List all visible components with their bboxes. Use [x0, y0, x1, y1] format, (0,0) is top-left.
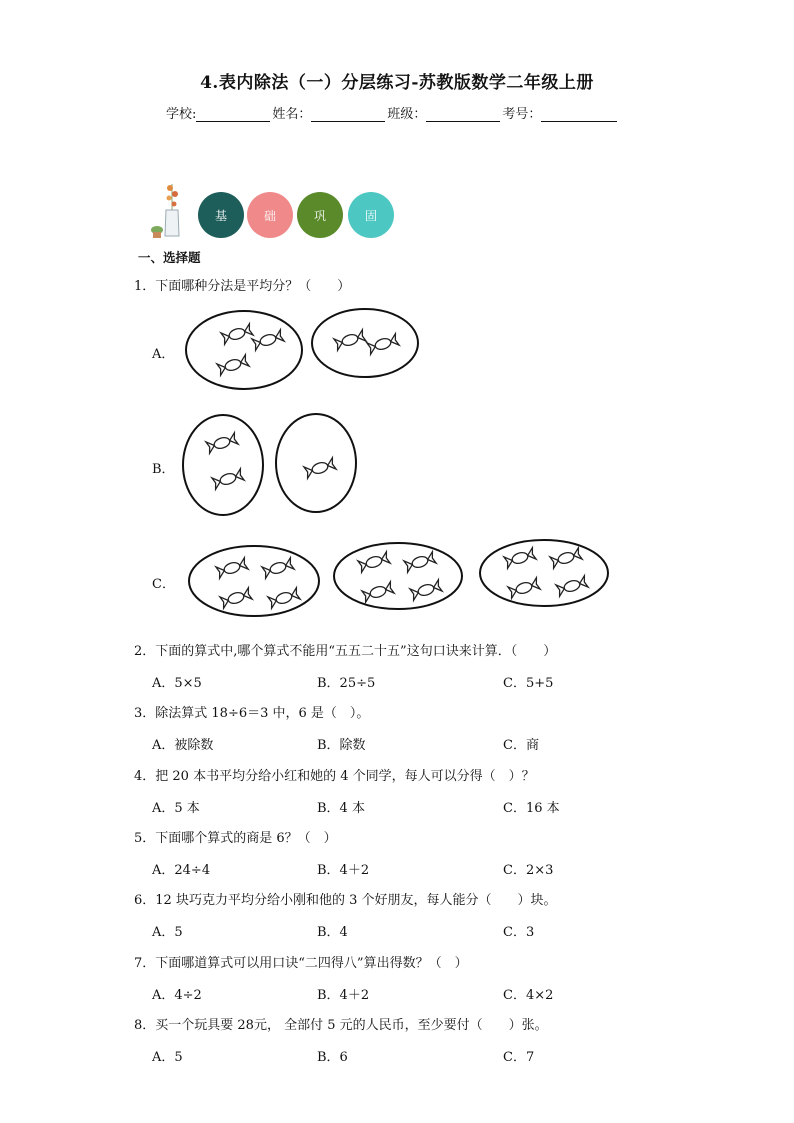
- question-6-option-c[interactable]: C．3: [503, 925, 535, 940]
- badge-chu: 础: [247, 192, 293, 238]
- question-1-option-a-label[interactable]: A．: [152, 347, 175, 362]
- question-8-option-c[interactable]: C．7: [503, 1050, 535, 1065]
- candy-icon: [362, 582, 394, 603]
- option-c-figure[interactable]: [188, 540, 612, 618]
- page-title: 4.表内除法（一）分层练习-苏教版数学二年级上册: [200, 73, 594, 93]
- exam-number-blank[interactable]: [541, 107, 617, 122]
- question-2-option-c[interactable]: C．5+5: [503, 676, 554, 691]
- question-7-stem: 7．下面哪道算式可以用口诀“二四得八”算出得数？（ ）: [134, 956, 468, 971]
- candy-icon: [334, 330, 366, 351]
- candy-icon: [508, 578, 540, 599]
- question-7-option-c[interactable]: C．4×2: [503, 988, 554, 1003]
- question-3-option-a[interactable]: A．被除数: [152, 738, 214, 753]
- candy-icon: [550, 548, 582, 569]
- name-label: 姓名：: [272, 107, 312, 122]
- candy-icon: [216, 558, 248, 579]
- exam-number-label: 考号：: [502, 107, 542, 122]
- candy-icon: [221, 324, 253, 345]
- question-5-option-c[interactable]: C．2×3: [503, 863, 554, 878]
- option-b-figure[interactable]: [182, 413, 360, 517]
- candy-icon: [252, 330, 284, 351]
- candy-icon: [358, 552, 390, 573]
- question-8-option-b[interactable]: B．6: [317, 1050, 348, 1065]
- name-blank[interactable]: [311, 107, 385, 122]
- question-1-option-c-label[interactable]: C．: [152, 577, 175, 592]
- question-2-option-a[interactable]: A．5×5: [152, 676, 202, 691]
- question-6-stem: 6．12 块巧克力平均分给小刚和他的 3 个好朋友，每人能分（ ）块。: [134, 893, 557, 908]
- question-1-stem: 1．下面哪种分法是平均分？（ ）: [134, 279, 351, 294]
- candy-icon: [212, 469, 244, 490]
- question-7-option-b[interactable]: B．4＋2: [317, 988, 370, 1003]
- question-8-option-a[interactable]: A．5: [152, 1050, 183, 1065]
- candy-icon: [504, 548, 536, 569]
- question-3-option-c[interactable]: C．商: [503, 738, 539, 753]
- candy-icon: [556, 576, 588, 597]
- question-4-option-b[interactable]: B．4 本: [317, 801, 365, 816]
- school-blank[interactable]: [196, 107, 270, 122]
- question-3-stem: 3．除法算式 18÷6＝3 中，6 是（ ）。: [134, 706, 370, 721]
- candy-icon: [304, 458, 336, 479]
- candy-icon: [404, 552, 436, 573]
- question-6-option-a[interactable]: A．5: [152, 925, 183, 940]
- school-label: 学校:: [166, 107, 197, 122]
- candy-icon: [220, 588, 252, 609]
- question-4-option-a[interactable]: A．5 本: [152, 801, 200, 816]
- class-blank[interactable]: [426, 107, 500, 122]
- candy-icon: [262, 558, 294, 579]
- student-info-row: [166, 103, 619, 122]
- question-2-option-b[interactable]: B．25÷5: [317, 676, 376, 691]
- vase-decoration-icon: [148, 180, 188, 242]
- badge-gu: 固: [348, 192, 394, 238]
- question-4-option-c[interactable]: C．16 本: [503, 801, 560, 816]
- question-5-option-b[interactable]: B．4＋2: [317, 863, 370, 878]
- option-a-figure[interactable]: [185, 310, 420, 392]
- question-5-stem: 5．下面哪个算式的商是 6？（ ）: [134, 831, 337, 846]
- question-6-option-b[interactable]: B．4: [317, 925, 348, 940]
- candy-icon: [367, 334, 399, 355]
- question-7-option-a[interactable]: A．4÷2: [152, 988, 202, 1003]
- class-label: 班级：: [387, 107, 427, 122]
- badge-ji: 基: [198, 192, 244, 238]
- badge-gong: 巩: [297, 192, 343, 238]
- question-3-option-b[interactable]: B．除数: [317, 738, 366, 753]
- candy-icon: [410, 580, 442, 601]
- question-1-option-b-label[interactable]: B．: [152, 462, 175, 477]
- question-2-stem: 2．下面的算式中,哪个算式不能用“五五二十五”这句口诀来计算．（ ）: [134, 644, 557, 659]
- question-4-stem: 4．把 20 本书平均分给小红和她的 4 个同学，每人可以分得（ ）？: [134, 769, 535, 784]
- candy-icon: [268, 588, 300, 609]
- candy-icon: [217, 355, 249, 376]
- candy-icon: [206, 433, 238, 454]
- question-5-option-a[interactable]: A．24÷4: [152, 863, 211, 878]
- section-heading: 一、选择题: [138, 250, 201, 265]
- question-8-stem: 8．买一个玩具要 28元， 全部付 5 元的人民币，至少要付（ ）张。: [134, 1018, 548, 1033]
